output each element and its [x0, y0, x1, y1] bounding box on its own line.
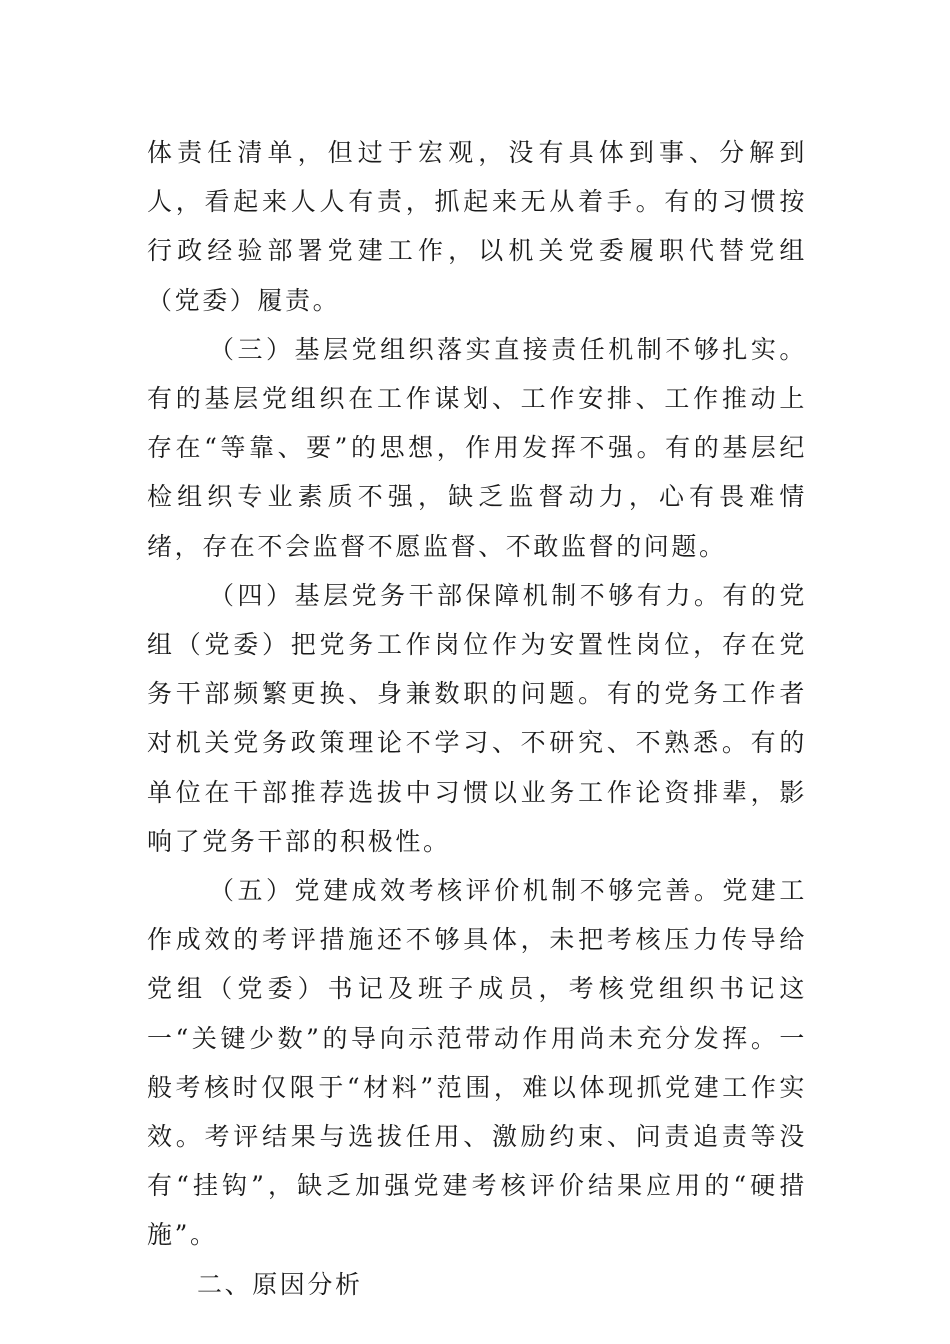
body-text	[147, 128, 807, 1309]
paragraph-item-4: （四）基层党务干部保障机制不够有力。有的党组（党委）把党务工作岗位作为安置性岗位，存在党务干部频繁更换、身兼数职的问题。有的党务工作者对机关党务政策理论不学习、不研究、不熟悉。有的单位在干部推荐选拔中习惯以业务工作论资排辈，影响了党务干部的积极性。	[147, 580, 807, 856]
paragraph-item-3: （三）基层党组织落实直接责任机制不够扎实。有的基层党组织在工作谋划、工作安排、工作推动上存在“等靠、要”的思想，作用发挥不强。有的基层纪检组织专业素质不强，缺乏监督动力，心有畏难情绪，存在不会监督不愿监督、不敢监督的问题。	[147, 334, 807, 561]
paragraph-item-5: （五）党建成效考核评价机制不够完善。党建工作成效的考评措施还不够具体，未把考核压力传导给党组（党委）书记及班子成员，考核党组织书记这一“关键少数”的导向示范带动作用尚未充分发挥。一般考核时仅限于“材料”范围，难以体现抓党建工作实效。考评结果与选拔任用、激励约束、问责追责等没有“挂钩”，缺乏加强党建考核评价结果应用的“硬措施”。	[147, 876, 807, 1250]
paragraph-continuation: 体责任清单，但过于宏观，没有具体到事、分解到人，看起来人人有责，抓起来无从着手。有的习惯按行政经验部署党建工作，以机关党委履职代替党组（党委）履责。	[147, 138, 807, 315]
section-heading-cause-analysis: 二、原因分析	[197, 1269, 363, 1299]
